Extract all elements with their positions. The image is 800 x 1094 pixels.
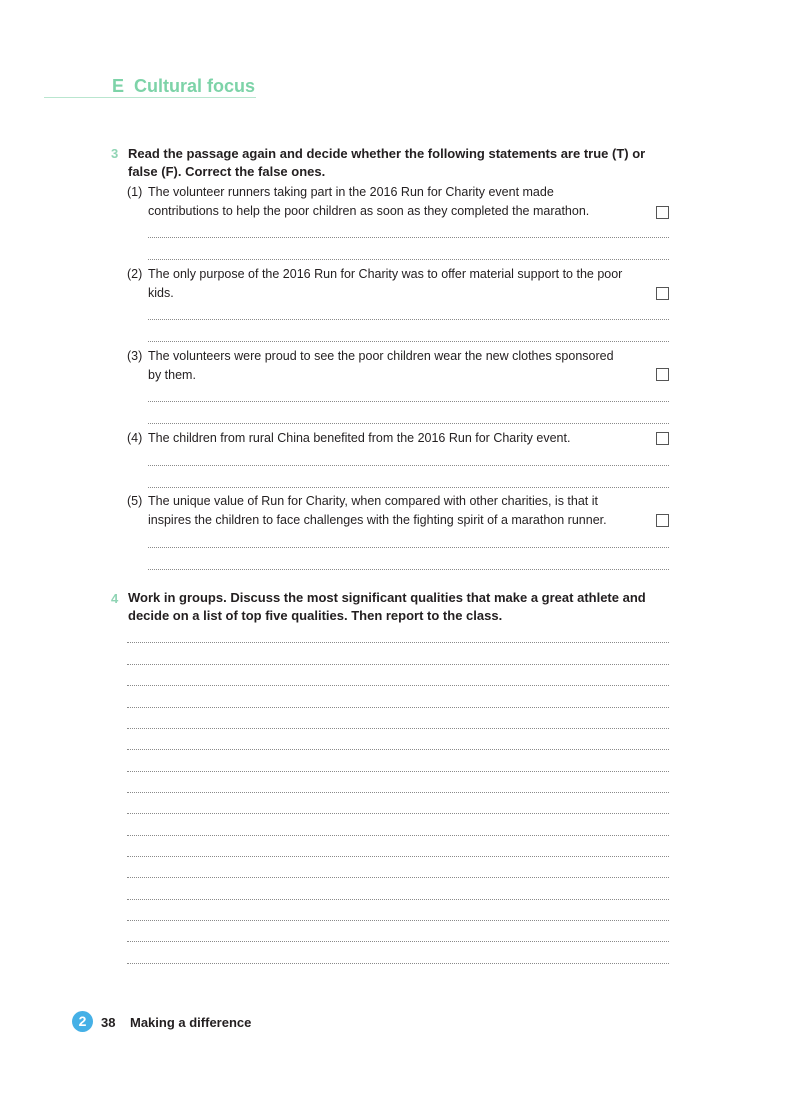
section-rule — [44, 97, 256, 98]
statement-1 — [127, 183, 627, 220]
section-title: Cultural focus — [134, 76, 256, 96]
statement-4 — [127, 429, 627, 448]
answer-line[interactable] — [148, 319, 669, 320]
answer-line[interactable] — [148, 341, 669, 342]
writing-line[interactable] — [127, 899, 669, 900]
question-4-instruction: Work in groups. Discuss the most significant qualities that make a great athlete and decide on a list of top five qualities. Then report to the class. — [128, 590, 646, 623]
unit-title: Making a difference — [130, 1015, 252, 1030]
answer-line[interactable] — [148, 401, 669, 402]
answer-line[interactable] — [148, 237, 669, 238]
statement-5 — [127, 492, 627, 529]
statement-2 — [127, 265, 627, 302]
writing-line[interactable] — [127, 856, 669, 857]
answer-line[interactable] — [148, 569, 669, 570]
tf-checkbox-5[interactable] — [656, 514, 669, 527]
statement-number: (5) — [127, 494, 143, 508]
answer-line[interactable] — [148, 547, 669, 548]
writing-line[interactable] — [127, 771, 669, 772]
statement-text: The volunteer runners taking part in the 2016 Run for Charity event made contributions to help the poor children as soon as they completed the marathon. — [148, 185, 590, 218]
writing-line[interactable] — [127, 685, 669, 686]
unit-badge: 2 — [72, 1011, 93, 1032]
tf-checkbox-4[interactable] — [656, 432, 669, 445]
statement-number: (1) — [127, 185, 143, 199]
statement-text: The volunteers were proud to see the poor children wear the new clothes sponsored by them. — [148, 349, 614, 382]
writing-line[interactable] — [127, 963, 669, 964]
statement-text: The only purpose of the 2016 Run for Charity was to offer material support to the poor kids. — [148, 267, 623, 300]
statement-3 — [127, 347, 627, 384]
question-4-number: 4 — [111, 591, 119, 606]
writing-line[interactable] — [127, 728, 669, 729]
writing-line[interactable] — [127, 792, 669, 793]
tf-checkbox-1[interactable] — [656, 206, 669, 219]
writing-line[interactable] — [127, 920, 669, 921]
answer-line[interactable] — [148, 465, 669, 466]
statement-number: (4) — [127, 431, 143, 445]
writing-line[interactable] — [127, 835, 669, 836]
writing-line[interactable] — [127, 642, 669, 643]
statement-number: (2) — [127, 267, 143, 281]
writing-line[interactable] — [127, 749, 669, 750]
page-number: 38 — [101, 1015, 116, 1030]
statement-text: The children from rural China benefited from the 2016 Run for Charity event. — [148, 431, 571, 445]
answer-line[interactable] — [148, 423, 669, 424]
writing-line[interactable] — [127, 707, 669, 708]
tf-checkbox-2[interactable] — [656, 287, 669, 300]
question-3-instruction: Read the passage again and decide whether the following statements are true (T) or false (F). Correct the false ones. — [128, 146, 646, 179]
answer-line[interactable] — [148, 259, 669, 260]
statement-text: The unique value of Run for Charity, when compared with other charities, is that it inspires the children to face challenges with the fighting spirit of a marathon runner. — [148, 494, 607, 527]
tf-checkbox-3[interactable] — [656, 368, 669, 381]
answer-line[interactable] — [148, 487, 669, 488]
writing-line[interactable] — [127, 941, 669, 942]
section-header — [112, 76, 255, 97]
writing-line[interactable] — [127, 664, 669, 665]
writing-line[interactable] — [127, 877, 669, 878]
statement-number: (3) — [127, 349, 143, 363]
question-3-number: 3 — [111, 146, 119, 161]
writing-line[interactable] — [127, 813, 669, 814]
section-letter: E — [112, 76, 125, 96]
